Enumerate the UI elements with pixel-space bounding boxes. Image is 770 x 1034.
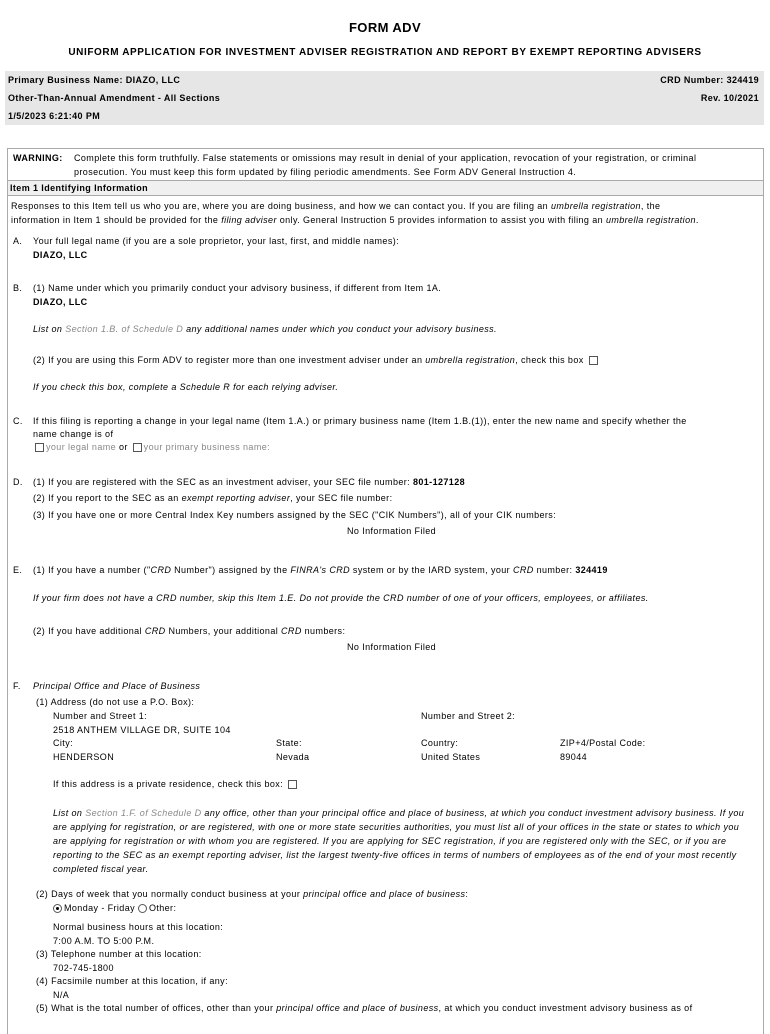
state-value: Nevada — [276, 752, 310, 762]
item1-intro-line-2: information in Item 1 should be provided for the filing adviser only. General Instruction 5 provides information to assist you with filing an umbrella registration. — [11, 215, 699, 225]
cik-no-information: No Information Filed — [347, 526, 437, 536]
header-bar-timestamp — [5, 107, 764, 125]
city-value: HENDERSON — [53, 752, 115, 762]
crd-number: CRD Number: 324419 — [660, 75, 759, 85]
section-e-letter: E. — [13, 565, 23, 575]
zip-label: ZIP+4/Postal Code: — [560, 738, 646, 748]
section-f-question-3: (3) Telephone number at this location: — [36, 949, 202, 959]
section-f-question-2: (2) Days of week that you normally conduct business at your principal office and place of business: — [36, 889, 469, 899]
legal-name-change-checkbox[interactable] — [35, 443, 44, 452]
timestamp: 1/5/2023 6:21:40 PM — [8, 111, 101, 121]
facsimile-value: N/A — [53, 990, 70, 1000]
warning-label: WARNING: — [13, 153, 63, 163]
street1-label: Number and Street 1: — [53, 711, 148, 721]
section-d-letter: D. — [13, 477, 23, 487]
section-f-question-4: (4) Facsimile number at this location, if any: — [36, 976, 228, 986]
section-b-schedule-r-note: If you check this box, complete a Schedule R for each relying adviser. — [33, 382, 339, 392]
private-residence-checkbox[interactable] — [288, 780, 297, 789]
section-b-list-note: List on Section 1.B. of Schedule D any additional names under which you conduct your advisory business. — [33, 324, 497, 334]
section-c-options: your legal name or your primary business name: — [33, 442, 270, 452]
business-days-options: Monday - Friday Other: — [53, 903, 176, 913]
section-e-question-1: (1) If you have a number ("CRD Number") assigned by the FINRA's CRD system or by the IARD system, your CRD number: 324419 — [33, 565, 608, 575]
sec-file-number: 801-127128 — [412, 477, 466, 487]
primary-business-name: Primary Business Name: DIAZO, LLC — [8, 75, 181, 85]
private-residence-question: If this address is a private residence, check this box: — [53, 779, 299, 789]
section-a-letter: A. — [13, 236, 23, 246]
item1-intro-line-1: Responses to this Item tell us who you are, where you are doing business, and how we can contact you. If you are filing an umbrella registration, the — [11, 201, 661, 211]
section-b-letter: B. — [13, 283, 23, 293]
city-label: City: — [53, 738, 73, 748]
amendment-type: Other-Than-Annual Amendment - All Sections — [8, 93, 221, 103]
item1-body — [7, 194, 764, 1034]
other-days-radio[interactable] — [138, 904, 147, 913]
country-label: Country: — [421, 738, 459, 748]
section-a-question: Your full legal name (if you are a sole proprietor, your last, first, and middle names): — [33, 236, 400, 246]
schedule-d-1f-link[interactable]: Section 1.F. of Schedule D — [85, 808, 202, 818]
zip-value: 89044 — [560, 752, 588, 762]
section-f-heading: Principal Office and Place of Business — [33, 681, 201, 691]
warning-box — [7, 148, 764, 181]
legal-name-value: DIAZO, LLC — [33, 250, 88, 260]
revision: Rev. 10/2021 — [700, 93, 759, 103]
section-f-question-5: (5) What is the total number of offices, other than your principal office and place of business, at which you conduct investment advisory business as of — [36, 1003, 693, 1013]
business-hours-value: 7:00 A.M. TO 5:00 P.M. — [53, 936, 155, 946]
section-f-list-note: List on Section 1.F. of Schedule D any office, other than your principal office and place of business, at which you conduct investment advisory business. If you are applying for registration, or are registered, with one or more state securities authorities, you must list all of your offices in the state or states to which you are applying for registration or with whom you are registered. If you are applying for SEC registration, if you are registered only with the SEC, or if you are reporting to the SEC as an exempt reporting adviser, list the largest twenty-five offices in terms of numbers of employees as of the end of your most recently completed fiscal year. — [53, 808, 745, 874]
additional-crd-no-information: No Information Filed — [347, 642, 437, 652]
telephone-value: 702-745-1800 — [53, 963, 114, 973]
section-d-question-2: (2) If you report to the SEC as an exempt reporting adviser, your SEC file number: — [33, 493, 393, 503]
street2-label: Number and Street 2: — [421, 711, 516, 721]
section-c-letter: C. — [13, 416, 23, 426]
warning-line-2: prosecution. You must keep this form updated by filing periodic amendments. See Form ADV General Instruction 4. — [74, 167, 577, 177]
header-bar-amendment — [5, 89, 764, 107]
section-e-question-2: (2) If you have additional CRD Numbers, your additional CRD numbers: — [33, 626, 346, 636]
form-subtitle: UNIFORM APPLICATION FOR INVESTMENT ADVISER REGISTRATION AND REPORT BY EXEMPT REPORTING ADVISERS — [68, 47, 702, 58]
country-value: United States — [421, 752, 481, 762]
monday-friday-radio[interactable] — [53, 904, 62, 913]
business-name-change-checkbox[interactable] — [133, 443, 142, 452]
section-b-question-1: (1) Name under which you primarily conduct your advisory business, if different from Item 1A. — [33, 283, 442, 293]
section-b-question-2: (2) If you are using this Form ADV to register more than one investment adviser under an umbrella registration, check this box — [33, 355, 600, 365]
business-hours-label: Normal business hours at this location: — [53, 922, 224, 932]
section-d-question-3: (3) If you have one or more Central Index Key numbers assigned by the SEC ("CIK Numbers"), all of your CIK numbers: — [33, 510, 557, 520]
crd-number-value: 324419 — [575, 565, 608, 575]
section-f-question-1: (1) Address (do not use a P.O. Box): — [36, 697, 195, 707]
form-title: FORM ADV — [348, 20, 422, 35]
header-bar-business — [5, 71, 764, 89]
section-c-line-1: If this filing is reporting a change in your legal name (Item 1.A.) or primary business name (Item 1.B.(1)), enter the new name and specify whether the — [33, 416, 687, 426]
item1-heading-text: Item 1 Identifying Information — [10, 183, 149, 193]
umbrella-registration-checkbox[interactable] — [589, 356, 598, 365]
street1-value: 2518 ANTHEM VILLAGE DR, SUITE 104 — [53, 725, 231, 735]
section-c-line-2: name change is of — [33, 429, 114, 439]
schedule-d-1b-link[interactable]: Section 1.B. of Schedule D — [65, 324, 184, 334]
section-f-letter: F. — [13, 681, 21, 691]
section-d-question-1: (1) If you are registered with the SEC as an investment adviser, your SEC file number: 801-127128 — [33, 477, 466, 487]
section-e-note: If your firm does not have a CRD number, skip this Item 1.E. Do not provide the CRD number of one of your officers, employees, or affiliates. — [33, 593, 649, 603]
state-label: State: — [276, 738, 302, 748]
warning-line-1: Complete this form truthfully. False statements or omissions may result in denial of your application, revocation of your registration, or criminal — [74, 153, 697, 163]
business-name-value: DIAZO, LLC — [33, 297, 88, 307]
